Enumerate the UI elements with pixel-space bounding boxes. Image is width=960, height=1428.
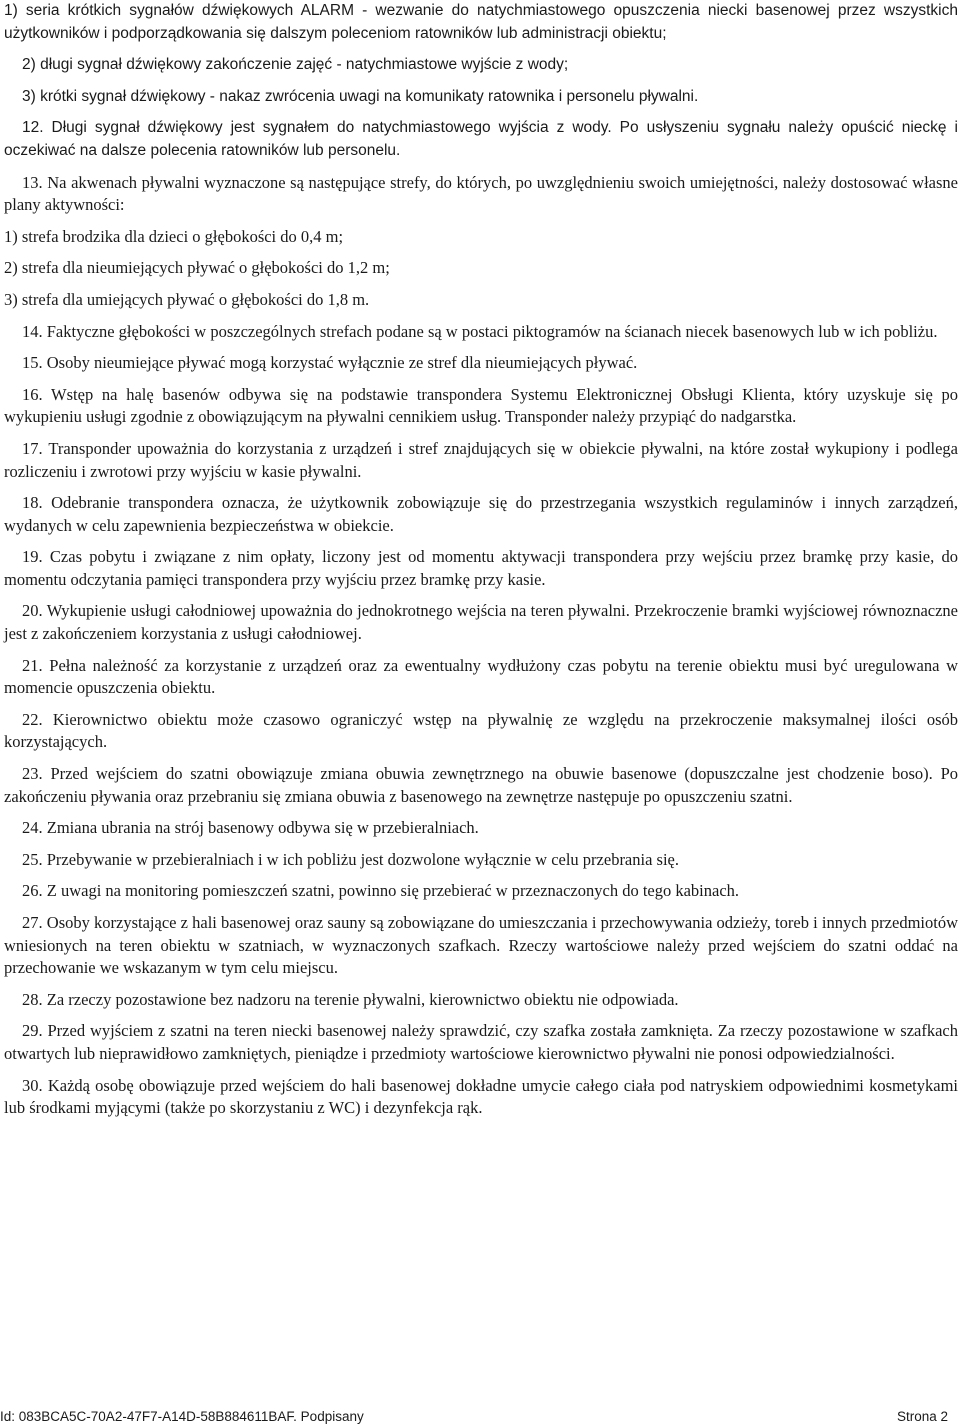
rule-13: 13. Na akwenach pływalni wyznaczone są następujące strefy, do których, po uwzględnieniu swoich umiejętności, należy dostosować własne plany aktywności:: [4, 172, 958, 215]
document-id: Id: 083BCA5C-70A2-47F7-A14D-58B884611BAF. Podpisany: [0, 1409, 364, 1424]
rule-26: 26. Z uwagi na monitoring pomieszczeń szatni, powinno się przebierać w przeznaczonych do tego kabinach.: [22, 881, 740, 901]
zone-item-1: 1) strefa brodzika dla dzieci o głębokości do 0,4 m;: [4, 226, 344, 246]
rule-30: 30. Każdą osobę obowiązuje przed wejściem do hali basenowej dokładne umycie całego ciała pod natryskiem odpowiednimi kosmetykami lub środkami myjącymi (także po skorzystaniu z WC) i dezynfekcja rąk.: [4, 1075, 958, 1118]
zone-item-2: 2) strefa dla nieumiejących pływać o głębokości do 1,2 m;: [4, 258, 390, 278]
rule-16: 16. Wstęp na halę basenów odbywa się na podstawie transpondera Systemu Elektronicznej Obsługi Klienta, który uzyskuje się po wykupieniu usługi zgodnie z obowiązującym na pływalni cennikiem usług. Transponder należy przypiąć do nadgarstka.: [4, 384, 958, 427]
signal-item-1: 1) seria krótkich sygnałów dźwiękowych ALARM - wezwanie do natychmiastowego opuszczenia niecki basenowej przez wszystkich użytkowników i podporządkowania się dalszym poleceniom ratowników lub administracji obiektu;: [4, 2, 958, 42]
rule-21: 21. Pełna należność za korzystanie z urządzeń oraz za ewentualny wydłużony czas pobytu na terenie obiektu musi być uregulowana w momencie opuszczenia obiektu.: [4, 655, 958, 698]
page-footer: [0, 1407, 960, 1427]
rule-17: 17. Transponder upoważnia do korzystania z urządzeń i stref znajdujących się w obiekcie pływalni, na które został wykupiony i podlega rozliczeniu i zwrotowi przy wyjściu w kasie pływalni.: [4, 438, 958, 481]
rule-15: 15. Osoby nieumiejące pływać mogą korzystać wyłącznie ze stref dla nieumiejących pływać.: [22, 353, 638, 373]
rule-24: 24. Zmiana ubrania na strój basenowy odbywa się w przebieralniach.: [22, 818, 479, 838]
page-number: Strona 2: [896, 1409, 948, 1424]
rule-22: 22. Kierownictwo obiektu może czasowo ograniczyć wstęp na pływalnię ze względu na przekroczenie maksymalnej ilości osób korzystających.: [4, 709, 958, 752]
signal-item-3: 3) krótki sygnał dźwiękowy - nakaz zwrócenia uwagi na komunikaty ratownika i personelu pływalni.: [22, 87, 699, 105]
signal-item-2: 2) długi sygnał dźwiękowy zakończenie zajęć - natychmiastowe wyjście z wody;: [22, 56, 569, 74]
rule-12: 12. Długi sygnał dźwiękowy jest sygnałem do natychmiastowego wyjścia z wody. Po usłyszeniu sygnału należy opuścić nieckę i oczekiwać na dalsze polecenia ratowników lub personelu.: [4, 119, 958, 159]
regulations-text: [4, 0, 958, 1120]
rule-20: 20. Wykupienie usługi całodniowej upoważnia do jednokrotnego wejścia na teren pływalni. Przekroczenie bramki wyjściowej równoznaczne jest z zakończeniem korzystania z usługi całodniowej.: [4, 601, 958, 644]
rule-23: 23. Przed wejściem do szatni obowiązuje zmiana obuwia zewnętrznego na obuwie basenowe (dopuszczalne jest chodzenie boso). Po zakończeniu pływania oraz przebraniu się zmiana obuwia z basenowego na zewnętrze następuje po opuszczeniu szatni.: [4, 764, 958, 806]
rule-19: 19. Czas pobytu i związane z nim opłaty, liczony jest od momentu aktywacji transpondera przy wejściu przez bramkę przy kasie, do momentu odczytania pamięci transpondera przy wyjściu przez bramkę przy kasie.: [4, 547, 958, 589]
rule-14: 14. Faktyczne głębokości w poszczególnych strefach podane są w postaci piktogramów na ścianach niecek basenowych lub w ich pobliżu.: [22, 321, 938, 341]
zone-item-3: 3) strefa dla umiejących pływać o głębokości do 1,8 m.: [4, 289, 370, 309]
rule-18: 18. Odebranie transpondera oznacza, że użytkownik zobowiązuje się do przestrzegania wszystkich regulaminów i innych zarządzeń, wydanych w celu zapewnienia bezpieczeństwa w obiekcie.: [4, 493, 958, 535]
rule-29: 29. Przed wyjściem z szatni na teren niecki basenowej należy sprawdzić, czy szafka została zamknięta. Za rzeczy pozostawione w szafkach otwartych lub nieprawidłowo zamkniętych, pieniądze i przedmioty wartościowe kierownictwo pływalni nie ponosi odpowiedzialności.: [4, 1021, 958, 1063]
rule-27: 27. Osoby korzystające z hali basenowej oraz sauny są zobowiązane do umieszczania i przechowywania odzieży, toreb i innych przedmiotów wniesionych na teren obiektu w szatniach, w wyznaczonych szafkach. Rzeczy wartościowe należy przed wejściem do szatni oddać na przechowanie we wskazanym w tym celu miejscu.: [4, 913, 958, 978]
rule-28: 28. Za rzeczy pozostawione bez nadzoru na terenie pływalni, kierownictwo obiektu nie odpowiada.: [22, 989, 679, 1009]
rule-25: 25. Przebywanie w przebieralniach i w ich pobliżu jest dozwolone wyłącznie w celu przebrania się.: [22, 849, 679, 869]
